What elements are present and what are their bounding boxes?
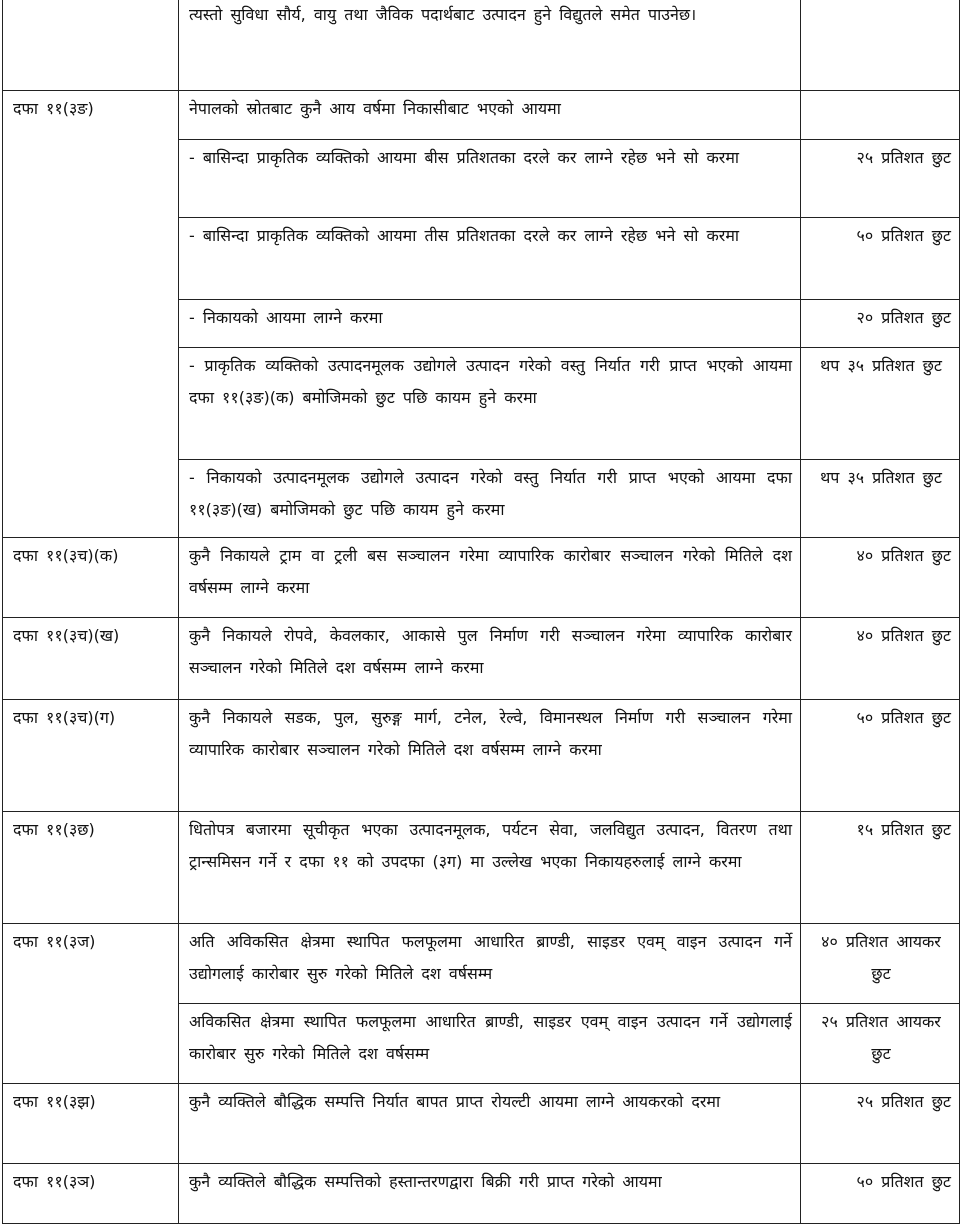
rate-cell: ५० प्रतिशत छुट — [801, 218, 960, 300]
rate-cell: ४० प्रतिशत आयकर छुट — [801, 924, 960, 1004]
table-row — [3, 700, 960, 812]
rate-cell: २५ प्रतिशत छुट — [801, 140, 960, 218]
rate-cell: ५० प्रतिशत छुट — [801, 700, 960, 812]
description-cell: - बासिन्दा प्राकृतिक व्यक्तिको आयमा तीस प्रतिशतका दरले कर लाग्ने रहेछ भने सो करमा — [179, 218, 801, 300]
rate-cell: ५० प्रतिशत छुट — [801, 1164, 960, 1224]
description-cell: - बासिन्दा प्राकृतिक व्यक्तिको आयमा बीस प्रतिशतका दरले कर लाग्ने रहेछ भने सो करमा — [179, 140, 801, 218]
rate-cell — [801, 91, 960, 140]
description-cell: नेपालको स्रोतबाट कुनै आय वर्षमा निकासीबाट भएको आयमा — [179, 91, 801, 140]
section-cell — [3, 0, 179, 91]
description-cell: - प्राकृतिक व्यक्तिको उत्पादनमूलक उद्योगले उत्पादन गरेको वस्तु निर्यात गरी प्राप्त भएको आयमा दफा ११(३ङ)(क) बमोजिमको छुट पछि कायम हुने करमा — [179, 348, 801, 460]
rate-cell: २५ प्रतिशत छुट — [801, 1084, 960, 1164]
section-cell: दफा ११(३छ) — [3, 812, 179, 924]
table-row — [3, 91, 960, 140]
section-cell: दफा ११(३झ) — [3, 1084, 179, 1164]
section-cell: दफा ११(३च)(क) — [3, 538, 179, 618]
description-cell: कुनै व्यक्तिले बौद्धिक सम्पत्ति निर्यात बापत प्राप्त रोयल्टी आयमा लाग्ने आयकरको दरमा — [179, 1084, 801, 1164]
description-cell: - निकायको आयमा लाग्ने करमा — [179, 300, 801, 348]
section-cell: दफा ११(३ञ) — [3, 1164, 179, 1224]
table-row — [3, 812, 960, 924]
rate-cell: १५ प्रतिशत छुट — [801, 812, 960, 924]
rate-cell: ४० प्रतिशत छुट — [801, 538, 960, 618]
tax-exemption-table — [2, 0, 960, 1224]
table-row — [3, 1084, 960, 1164]
table-row — [3, 618, 960, 700]
rate-cell: २५ प्रतिशत आयकर छुट — [801, 1004, 960, 1084]
rate-cell: थप ३५ प्रतिशत छुट — [801, 460, 960, 538]
description-cell: त्यस्तो सुविधा सौर्य, वायु तथा जैविक पदार्थबाट उत्पादन हुने विद्युतले समेत पाउनेछ। — [179, 0, 801, 91]
section-cell: दफा ११(३च)(ग) — [3, 700, 179, 812]
section-cell: दफा ११(३ज) — [3, 924, 179, 1084]
section-cell: दफा ११(३ङ) — [3, 91, 179, 538]
rate-cell: थप ३५ प्रतिशत छुट — [801, 348, 960, 460]
table-row — [3, 538, 960, 618]
description-cell: अति अविकसित क्षेत्रमा स्थापित फलफूलमा आधारित ब्राण्डी, साइडर एवम् वाइन उत्पादन गर्ने उद्योगलाई कारोबार सुरु गरेको मितिले दश वर्षसम्म — [179, 924, 801, 1004]
description-cell: धितोपत्र बजारमा सूचीकृत भएका उत्पादनमूलक, पर्यटन सेवा, जलविद्युत उत्पादन, वितरण तथा ट्रान्समिसन गर्ने र दफा ११ को उपदफा (३ग) मा उल्लेख भएका निकायहरुलाई लाग्ने करमा — [179, 812, 801, 924]
table-row — [3, 924, 960, 1004]
description-cell: अविकसित क्षेत्रमा स्थापित फलफूलमा आधारित ब्राण्डी, साइडर एवम् वाइन उत्पादन गर्ने उद्योगलाई कारोबार सुरु गरेको मितिले दश वर्षसम्म — [179, 1004, 801, 1084]
description-cell: कुनै व्यक्तिले बौद्धिक सम्पत्तिको हस्तान्तरणद्वारा बिक्री गरी प्राप्त गरेको आयमा — [179, 1164, 801, 1224]
rate-cell: ४० प्रतिशत छुट — [801, 618, 960, 700]
table-row — [3, 1164, 960, 1224]
section-cell: दफा ११(३च)(ख) — [3, 618, 179, 700]
rate-cell: २० प्रतिशत छुट — [801, 300, 960, 348]
description-cell: - निकायको उत्पादनमूलक उद्योगले उत्पादन गरेको वस्तु निर्यात गरी प्राप्त भएको आयमा दफा ११(३ङ)(ख) बमोजिमको छुट पछि कायम हुने करमा — [179, 460, 801, 538]
rate-cell — [801, 0, 960, 91]
description-cell: कुनै निकायले रोपवे, केवलकार, आकासे पुल निर्माण गरी सञ्चालन गरेमा व्यापारिक कारोबार सञ्चालन गरेको मितिले दश वर्षसम्म लाग्ने करमा — [179, 618, 801, 700]
description-cell: कुनै निकायले ट्राम वा ट्रली बस सञ्चालन गरेमा व्यापारिक कारोबार सञ्चालन गरेको मितिले दश वर्षसम्म लाग्ने करमा — [179, 538, 801, 618]
table-row — [3, 0, 960, 91]
description-cell: कुनै निकायले सडक, पुल, सुरुङ्ग मार्ग, टनेल, रेल्वे, विमानस्थल निर्माण गरी सञ्चालन गरेमा व्यापारिक कारोबार सञ्चालन गरेको मितिले दश वर्षसम्म लाग्ने करमा — [179, 700, 801, 812]
